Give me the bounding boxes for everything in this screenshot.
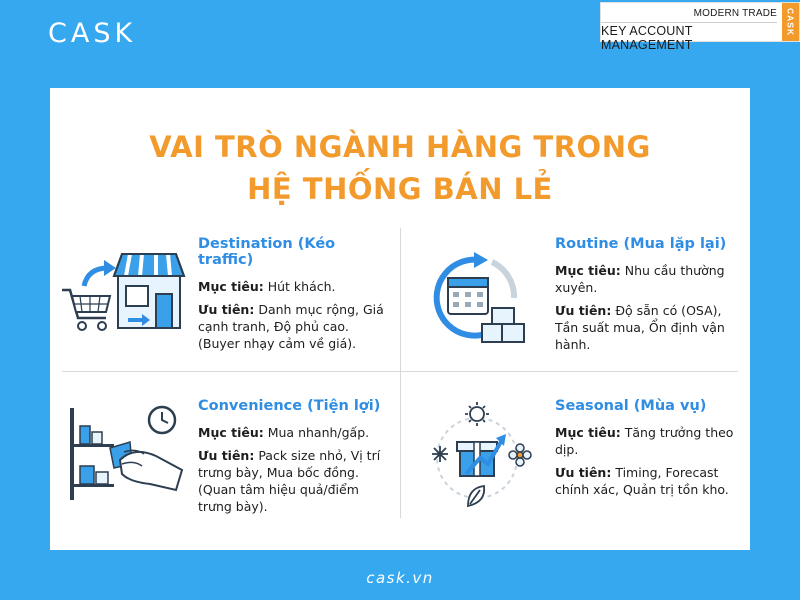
priority-value: Pack size nhỏ, Vị trí trưng bày, Mua bốc đồng. (Quan tâm hiệu quả/điểm trưng bày). xyxy=(198,448,381,514)
goal-label: Mục tiêu: xyxy=(555,263,621,278)
quadrant-routine xyxy=(555,236,745,359)
title-line1: VAI TRÒ NGÀNH HÀNG TRONG xyxy=(149,130,651,164)
goal-text xyxy=(555,262,745,296)
badge-strip-text: CASK xyxy=(785,7,796,37)
priority-value: Độ sẵn có (OSA), Tần suất mua, Ổn định vận hành. xyxy=(555,303,725,352)
priority-text xyxy=(198,447,393,515)
footer-site-link[interactable]: cask.vn xyxy=(366,569,434,587)
badge-line1: MODERN TRADE xyxy=(693,8,777,19)
priority-text xyxy=(555,464,745,498)
priority-label: Ưu tiên: xyxy=(198,448,255,463)
priority-value: Danh mục rộng, Giá cạnh tranh, Độ phủ cao. (Buyer nhạy cảm về giá). xyxy=(198,302,384,351)
quadrant-heading: Seasonal (Mùa vụ) xyxy=(555,398,707,414)
goal-value: Hút khách. xyxy=(263,279,336,294)
badge-line2: KEY ACCOUNT MANAGEMENT xyxy=(601,22,777,52)
priority-label: Ưu tiên: xyxy=(555,465,612,480)
key-account-badge xyxy=(600,2,800,52)
goal-value: Mua nhanh/gấp. xyxy=(263,425,370,440)
goal-text xyxy=(198,278,393,295)
quadrant-destination xyxy=(198,236,393,358)
horizontal-divider xyxy=(62,371,738,372)
priority-label: Ưu tiên: xyxy=(555,303,612,318)
badge-strip xyxy=(782,3,799,41)
goal-label: Mục tiêu: xyxy=(198,425,264,440)
seasons-gift-icon xyxy=(422,400,532,510)
goal-label: Mục tiêu: xyxy=(555,425,621,440)
goal-value: Tăng trưởng theo dịp. xyxy=(555,425,734,457)
store-cart-icon xyxy=(58,246,188,336)
calendar-cycle-icon xyxy=(422,246,532,346)
quadrant-seasonal xyxy=(555,398,745,504)
priority-value: Timing, Forecast chính xác, Quản trị tồn kho. xyxy=(555,465,729,497)
priority-text xyxy=(555,302,745,353)
hand-clock-icon xyxy=(64,404,194,504)
goal-text xyxy=(555,424,745,458)
goal-value: Nhu cầu thường xuyên. xyxy=(555,263,725,295)
quadrant-heading: Routine (Mua lặp lại) xyxy=(555,236,727,252)
priority-text xyxy=(198,301,393,352)
quadrant-heading: Convenience (Tiện lợi) xyxy=(198,398,381,414)
quadrant-convenience xyxy=(198,398,393,521)
title-line2: HỆ THỐNG BÁN LẺ xyxy=(247,172,553,206)
priority-label: Ưu tiên: xyxy=(198,302,255,317)
goal-label: Mục tiêu: xyxy=(198,279,264,294)
vertical-divider xyxy=(400,228,401,518)
infographic-card xyxy=(50,88,750,550)
goal-text xyxy=(198,424,393,441)
cask-logo: CASK xyxy=(48,18,137,49)
quadrant-heading: Destination (Kéo traffic) xyxy=(198,236,336,268)
